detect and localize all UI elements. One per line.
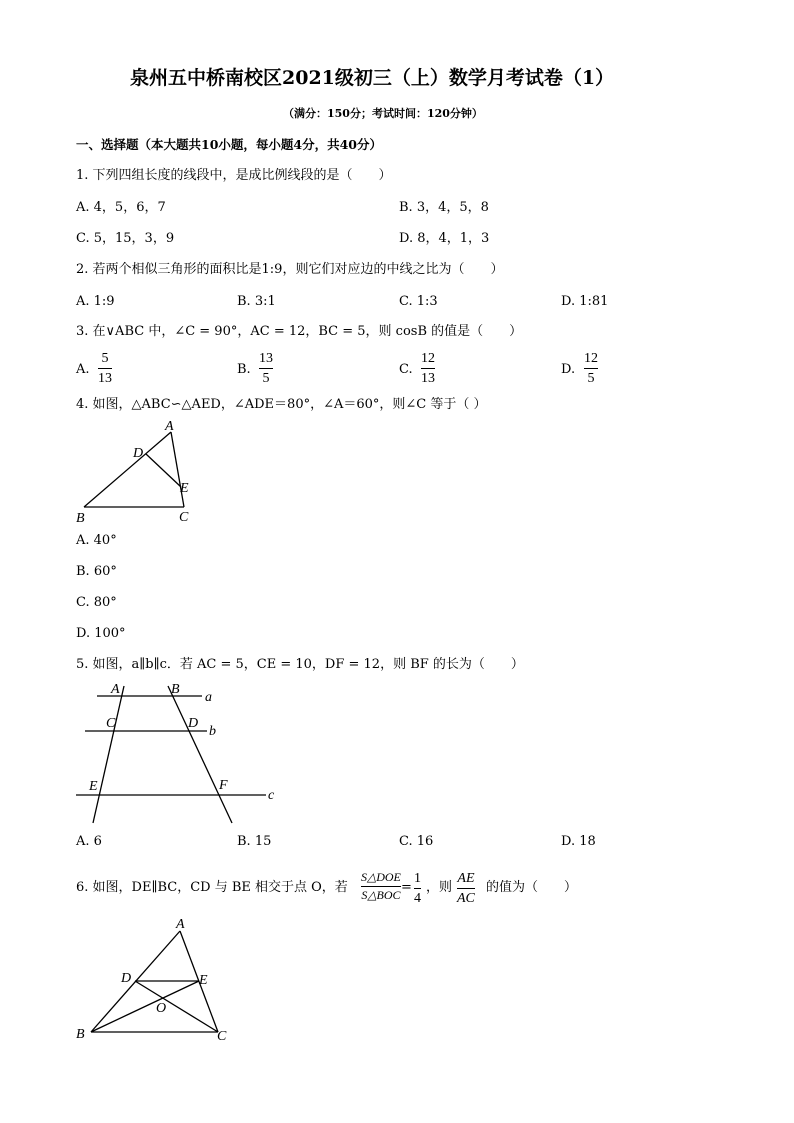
q5-option-b: B. 15 bbox=[237, 834, 272, 849]
label-e: E bbox=[180, 481, 189, 496]
page-title: 泉州五中桥南校区2021级初三（上）数学月考试卷（1） bbox=[130, 67, 615, 89]
label-c: C bbox=[179, 510, 189, 525]
q3-option-d-letter: D. bbox=[561, 362, 576, 377]
q3-option-b-letter: B. bbox=[237, 362, 251, 377]
q2-option-b: B. 3:1 bbox=[237, 294, 276, 309]
numerator: 12 bbox=[421, 351, 435, 366]
segment-be bbox=[91, 981, 199, 1032]
q3-option-c-fraction bbox=[421, 350, 435, 387]
q5-option-c: C. 16 bbox=[399, 834, 434, 849]
label-line-b: b bbox=[209, 724, 216, 739]
question-4-stem: 4. 如图，△ABC∽△AED，∠ADE＝80°，∠A＝60°，则∠C 等于（ ） bbox=[76, 397, 487, 412]
q1-option-a: A. 4，5，6，7 bbox=[76, 200, 166, 215]
label-d: D bbox=[121, 971, 132, 986]
q5-option-d: D. 18 bbox=[561, 834, 596, 849]
label-line-a: a bbox=[205, 690, 212, 705]
label-d-point: D bbox=[188, 716, 199, 731]
q2-option-d: D. 1:81 bbox=[561, 294, 609, 309]
label-b-point: B bbox=[171, 682, 180, 697]
denominator: 13 bbox=[421, 371, 435, 386]
denominator: 5 bbox=[262, 371, 270, 386]
numerator: S△DOE bbox=[361, 870, 401, 884]
q4-option-d: D. 100° bbox=[76, 626, 126, 641]
label-d: D bbox=[133, 446, 144, 461]
numerator: 12 bbox=[584, 351, 598, 366]
segment-cd bbox=[135, 981, 218, 1032]
label-b: B bbox=[76, 1027, 85, 1042]
label-e: E bbox=[199, 973, 208, 988]
numerator: AE bbox=[457, 871, 475, 886]
q3-option-a-fraction bbox=[98, 350, 112, 387]
transversal-right bbox=[168, 686, 232, 823]
q3-option-d-fraction bbox=[584, 350, 598, 387]
label-line-c: c bbox=[268, 788, 275, 803]
denominator: 4 bbox=[414, 891, 421, 906]
label-a-point: A bbox=[111, 682, 120, 697]
numerator: 13 bbox=[259, 351, 273, 366]
q6-equals-sign: = bbox=[401, 880, 412, 895]
label-c: C bbox=[217, 1029, 227, 1044]
question-3-stem: 3. 在∨ABC 中，∠C = 90°，AC = 12，BC = 5，则 cosB 的值是（ ） bbox=[76, 324, 523, 339]
q6-answer-fraction bbox=[457, 870, 475, 907]
q6-area-ratio-fraction bbox=[361, 870, 401, 903]
q1-option-d: D. 8，4，1，3 bbox=[399, 231, 490, 246]
q1-option-b: B. 3，4，5，8 bbox=[399, 200, 489, 215]
denominator: AC bbox=[457, 891, 475, 906]
question-6-stem-suffix: 的值为（ ） bbox=[486, 880, 578, 895]
numerator: 1 bbox=[414, 871, 421, 886]
denominator: S△BOC bbox=[361, 888, 401, 902]
q3-option-a-letter: A. bbox=[76, 362, 90, 377]
transversal-left bbox=[93, 686, 124, 823]
label-e-point: E bbox=[89, 779, 98, 794]
section-heading: 一、选择题（本大题共10小题，每小题4分，共40分） bbox=[76, 137, 382, 152]
q2-option-c: C. 1:3 bbox=[399, 294, 438, 309]
question-5-stem: 5. 如图，a∥b∥c．若 AC = 5，CE = 10，DF = 12，则 BF 的长为（ ） bbox=[76, 657, 524, 672]
label-a: A bbox=[165, 419, 174, 434]
q6-stem-middle: ，则 bbox=[426, 880, 453, 895]
question-1-stem: 1. 下列四组长度的线段中，是成比例线段的是（ ） bbox=[76, 168, 392, 183]
question-6-stem-prefix: 6. 如图，DE∥BC，CD 与 BE 相交于点 O，若 bbox=[76, 880, 348, 895]
denominator: 13 bbox=[98, 371, 112, 386]
question-2-stem: 2. 若两个相似三角形的面积比是1:9，则它们对应边的中线之比为（ ） bbox=[76, 262, 504, 277]
q1-option-c: C. 5，15，3，9 bbox=[76, 231, 175, 246]
q6-triangle-figure bbox=[70, 915, 240, 1050]
exam-subtitle: （满分：150分；考试时间：120分钟） bbox=[283, 107, 483, 120]
q2-option-a: A. 1:9 bbox=[76, 294, 115, 309]
q4-option-a: A. 40° bbox=[76, 533, 117, 548]
label-b: B bbox=[76, 511, 85, 526]
denominator: 5 bbox=[587, 371, 595, 386]
q3-option-b-fraction bbox=[259, 350, 273, 387]
numerator: 5 bbox=[101, 351, 109, 366]
q3-option-c-letter: C. bbox=[399, 362, 413, 377]
q4-option-c: C. 80° bbox=[76, 595, 117, 610]
label-o: O bbox=[156, 1001, 167, 1016]
segment-ba bbox=[84, 432, 171, 507]
label-c-point: C bbox=[106, 716, 116, 731]
q4-triangle-figure bbox=[70, 418, 210, 528]
q6-ratio-value-fraction bbox=[414, 870, 421, 907]
q4-option-b: B. 60° bbox=[76, 564, 117, 579]
q5-option-a: A. 6 bbox=[76, 834, 102, 849]
label-f-point: F bbox=[219, 778, 228, 793]
label-a: A bbox=[176, 917, 185, 932]
q5-parallel-lines-figure bbox=[70, 676, 290, 831]
